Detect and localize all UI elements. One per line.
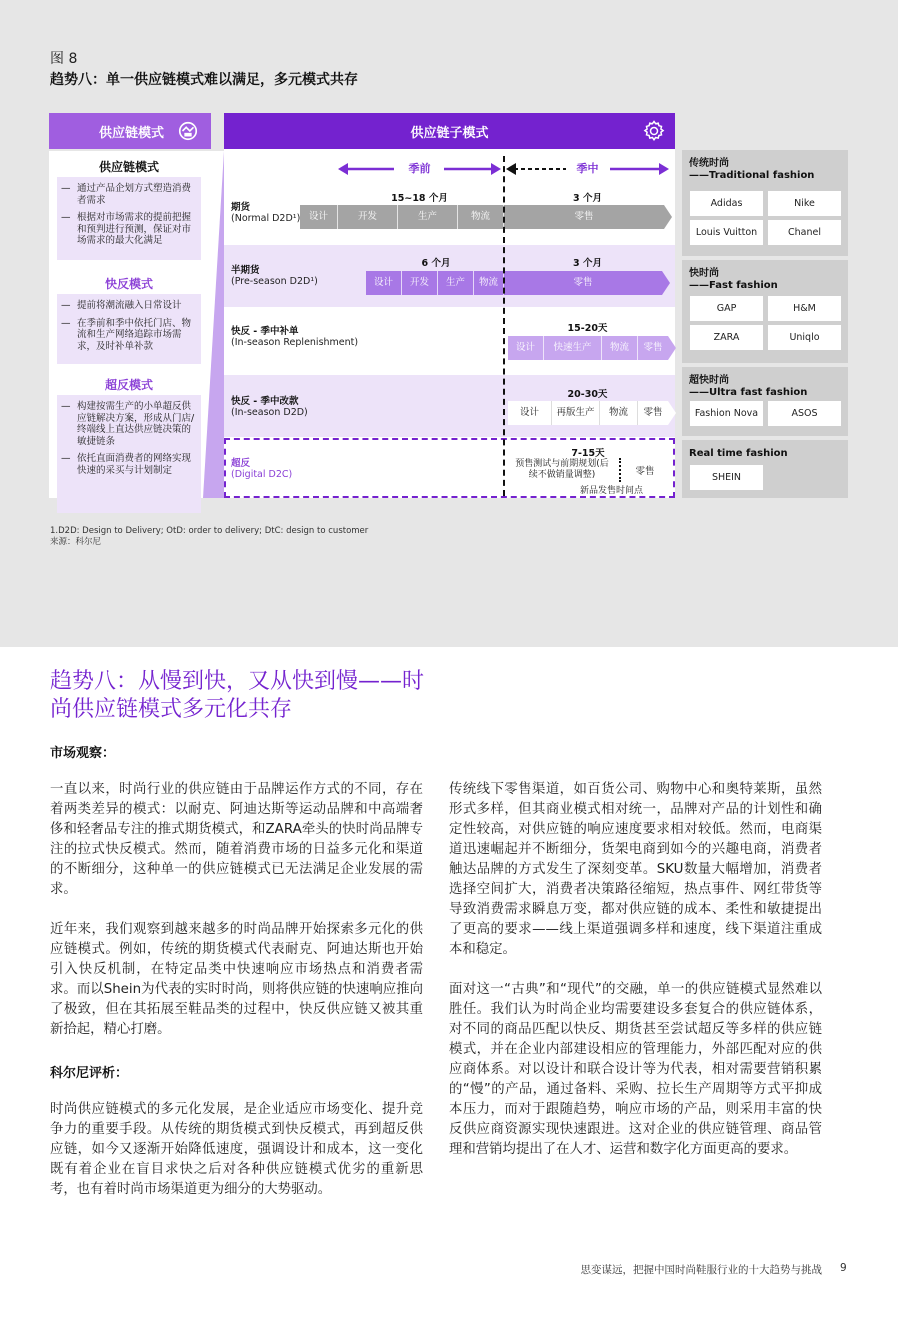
left-panel-connector xyxy=(203,151,224,498)
row-label-semi: 半期货 (Pre-season D2D¹) xyxy=(231,265,318,287)
brand-shein: SHEIN xyxy=(690,465,763,490)
left-panel-header-label: 供应链模式 xyxy=(99,125,165,141)
subheading-market: 市场观察： xyxy=(50,746,116,761)
mode-box-title: 供应链模式 xyxy=(57,157,201,177)
ultra-retail-segment: 零售 xyxy=(635,466,655,477)
bar-segment: 设计 xyxy=(508,336,544,360)
supply-chain-icon xyxy=(177,120,199,142)
mode-box-body xyxy=(57,177,201,260)
figure-title: 趋势八：单一供应链模式难以满足，多元模式共存 xyxy=(50,72,358,88)
ultra-presale-segment: 预售测试与前期规划(后续不做销量调整) xyxy=(515,459,609,480)
paragraph-1: 一直以来，时尚行业的供应链由于品牌运作方式的不同，存在着两类差异的模式：以耐克、阿迪达斯等运动品牌和中高端奢侈和轻奢品专注的推式期货模式，和ZARA牵头的快时尚品牌专注的拉式快反模式。然而，随着消费市场的日益多元化和渠道的不断细分，这种单一的供应链模式已无法满足企业发展的需求。 xyxy=(50,782,423,897)
mode-box-title: 超反模式 xyxy=(57,375,201,395)
duration-semi-pre: 6 个月 xyxy=(421,258,451,269)
brand-uniqlo: Uniqlo xyxy=(768,325,841,350)
bar-redesign xyxy=(508,401,676,425)
season-pre-label: 季前 xyxy=(408,162,431,175)
brand-panel-title-en: ——Ultra fast fashion xyxy=(689,387,808,398)
article-heading-line: 趋势八：从慢到快，又从快到慢——时 xyxy=(50,669,425,694)
mode-bullet-text: 通过产品企划方式塑造消费者需求 xyxy=(77,183,192,206)
brand-panel-title: 传统时尚 xyxy=(689,158,729,169)
mode-box-body xyxy=(57,294,201,364)
bar-segment: 生产 xyxy=(438,271,474,295)
season-divider xyxy=(503,156,505,496)
paragraph-2: 近年来，我们观察到越来越多的时尚品牌开始探索多元化的供应链模式。例如，传统的期货模式代表耐克、阿迪达斯也开始引入快反机制，在特定品类中快速响应市场热点和消费者需求。而以Shein为代表的实时时尚，则将供应链的快速响应推向了极致，但在其拓展至鞋品类的过程中，快反供应链又被其重新拾起，精心打磨。 xyxy=(50,922,423,1037)
bar-segment: 快速生产 xyxy=(544,336,602,360)
mode-box-fast xyxy=(57,274,201,364)
bar-segment: 设计 xyxy=(508,401,552,425)
brand-nike: Nike xyxy=(768,191,841,216)
bar-segment: 设计 xyxy=(300,205,338,229)
mode-box-title: 快反模式 xyxy=(57,274,201,294)
ultra-launch-note: 新品发售时间点 xyxy=(580,486,644,496)
brand-chanel: Chanel xyxy=(768,220,841,245)
bar-segment: 生产 xyxy=(398,205,458,229)
bar-segment: 开发 xyxy=(338,205,398,229)
row-label-replenish: 快反 - 季中补单 (In-season Replenishment) xyxy=(231,326,359,348)
bar-semi xyxy=(366,271,670,295)
bar-segment: 零售 xyxy=(504,271,662,295)
brand-adidas: Adidas xyxy=(690,191,763,216)
middle-header xyxy=(224,113,675,149)
mode-bullet: — 在季前和季中依托门店、物流和生产网络追踪市场需求，及时补单补款 xyxy=(61,318,197,353)
duration-redesign: 20-30天 xyxy=(567,389,608,400)
mode-bullet-text: 在季前和季中依托门店、物流和生产网络追踪市场需求，及时补单补款 xyxy=(77,317,192,352)
ultra-launch-marker xyxy=(619,458,621,482)
article-heading xyxy=(50,668,450,724)
bar-segment: 零售 xyxy=(638,336,668,360)
brand-panel-title: Real time fashion xyxy=(689,448,788,459)
duration-replenish: 15-20天 xyxy=(567,323,608,334)
page-number: 9 xyxy=(840,1262,847,1274)
bar-replenish xyxy=(508,336,676,360)
paragraph-3: 时尚供应链模式的多元化发展，是企业适应市场变化、提升竞争力的重要手段。从传统的期货模式到快反模式，再到超反供应链，如今又逐渐开始降低速度，强调设计和成本，这一变化既有着企业在盲目求快之后对各种供应链模式优劣的重新思考，也有着时尚市场渠道更为细分的大势驱动。 xyxy=(50,1102,423,1197)
mode-box-ultra xyxy=(57,375,201,513)
mode-bullet-text: 提前将潮流融入日常设计 xyxy=(77,300,182,311)
left-panel-header xyxy=(49,113,211,149)
row-label-futures: 期货 (Normal D2D¹) xyxy=(231,202,301,224)
season-pre-arrow xyxy=(338,161,501,177)
season-in-label: 季中 xyxy=(576,162,599,175)
page-footer-title: 思变谋远，把握中国时尚鞋服行业的十大趋势与挑战 xyxy=(580,1264,822,1276)
bar-futures xyxy=(300,205,672,229)
bar-segment: 物流 xyxy=(600,401,638,425)
brand-panel-title-en: ——Fast fashion xyxy=(689,280,778,291)
gear-icon xyxy=(642,119,666,143)
paragraph-4: 传统线下零售渠道，如百货公司、购物中心和奥特莱斯，虽然形式多样，但其商业模式相对统一，品牌对产品的计划性和确定性较高，对供应链的响应速度要求相对较低。然而，电商渠道迅速崛起并不断细分，货架电商到如今的兴趣电商，消费者触达品牌的方式发生了深刻变革。SKU数量大幅增加，消费者选择空间扩大，消费者决策路径缩短，热点事件、网红带货等导致消费需求瞬息万变，都对供应链的成本、柔性和敏捷提出了更高的要求——线上渠道强调多样和速度，线下渠道注重成本和稳定。 xyxy=(449,782,822,957)
brand-asos: ASOS xyxy=(768,401,841,426)
footnote-source: 来源：科尔尼 xyxy=(50,537,102,547)
bar-segment: 设计 xyxy=(366,271,402,295)
duration-futures-in: 3 个月 xyxy=(573,193,602,204)
mode-bullet: — 依托直面消费者的网络实现快速的采买与计划制定 xyxy=(61,453,197,476)
bar-segment: 物流 xyxy=(602,336,638,360)
row-label-ultra: 超反 (Digital D2C) xyxy=(231,458,293,480)
bar-segment: 物流 xyxy=(474,271,504,295)
brand-fashion-nova: Fashion Nova xyxy=(690,401,763,426)
brand-gap: GAP xyxy=(690,296,763,321)
mode-bullet: — 通过产品企划方式塑造消费者需求 xyxy=(61,183,197,206)
figure-footnote xyxy=(50,526,368,548)
brand-panel-title: 快时尚 xyxy=(689,268,719,279)
mode-bullet: — 提前将潮流融入日常设计 xyxy=(61,300,182,311)
mode-bullet-text: 根据对市场需求的提前把握和预判进行预测，保证对市场需求的最大化满足 xyxy=(77,212,192,246)
middle-header-label: 供应链子模式 xyxy=(410,125,489,141)
mode-bullet: — 构建按需生产的小单超反供应链解决方案，形成从门店/终端线上直达供应链决策的敏捷链条 xyxy=(61,401,197,447)
mode-bullet-text: 构建按需生产的小单超反供应链解决方案，形成从门店/终端线上直达供应链决策的敏捷链条 xyxy=(77,401,195,447)
brand-hm: H&M xyxy=(768,296,841,321)
figure-number: 图 8 xyxy=(50,51,78,67)
mode-box-futures xyxy=(57,157,201,260)
bar-segment: 物流 xyxy=(458,205,504,229)
bar-segment: 零售 xyxy=(504,205,664,229)
bar-segment: 零售 xyxy=(638,401,668,425)
brand-panel-title-en: ——Traditional fashion xyxy=(689,170,815,181)
duration-futures-pre: 15~18 个月 xyxy=(391,193,448,204)
brand-zara: ZARA xyxy=(690,325,763,350)
mode-bullet: — 根据对市场需求的提前把握和预判进行预测，保证对市场需求的最大化满足 xyxy=(61,212,197,247)
bar-segment: 开发 xyxy=(402,271,438,295)
bar-segment: 再版生产 xyxy=(552,401,600,425)
duration-semi-in: 3 个月 xyxy=(573,258,602,269)
row-label-redesign: 快反 - 季中改款 (In-season D2D) xyxy=(231,396,308,418)
duration-ultra: 7-15天 xyxy=(571,448,605,459)
subheading-review: 科尔尼评析： xyxy=(50,1066,129,1081)
mode-bullet-text: 依托直面消费者的网络实现快速的采买与计划制定 xyxy=(77,453,192,476)
brand-panel-title: 超快时尚 xyxy=(689,375,729,386)
mode-box-body xyxy=(57,395,201,513)
season-in-arrow xyxy=(506,161,669,177)
paragraph-5: 面对这一“古典”和“现代”的交融，单一的供应链模式显然难以胜任。我们认为时尚企业均需要建设多套复合的供应链体系，对不同的商品匹配以快反、期货甚至尝试超反等多样的供应链模式，并在企业内部建设相应的管理能力，外部匹配对应的供应商体系。对以设计和联合设计等为代表，相对需要营销积累的“慢”的产品，通过备料、采购、拉长生产周期等方式平抑成本压力，而对于跟随趋势，响应市场的产品，则采用丰富的快反供应商资源实现快速跟进。这对企业的供应链管理、商品管理和营销均提出了在人才、运营和数字化方面更高的要求。 xyxy=(449,982,822,1157)
brand-louis-vuitton: Louis Vuitton xyxy=(690,220,763,245)
article-heading-line: 尚供应链模式多元化共存 xyxy=(50,697,293,722)
footnote-abbrev: 1.D2D: Design to Delivery; OtD: order to delivery; DtC: design to customer xyxy=(50,526,369,536)
